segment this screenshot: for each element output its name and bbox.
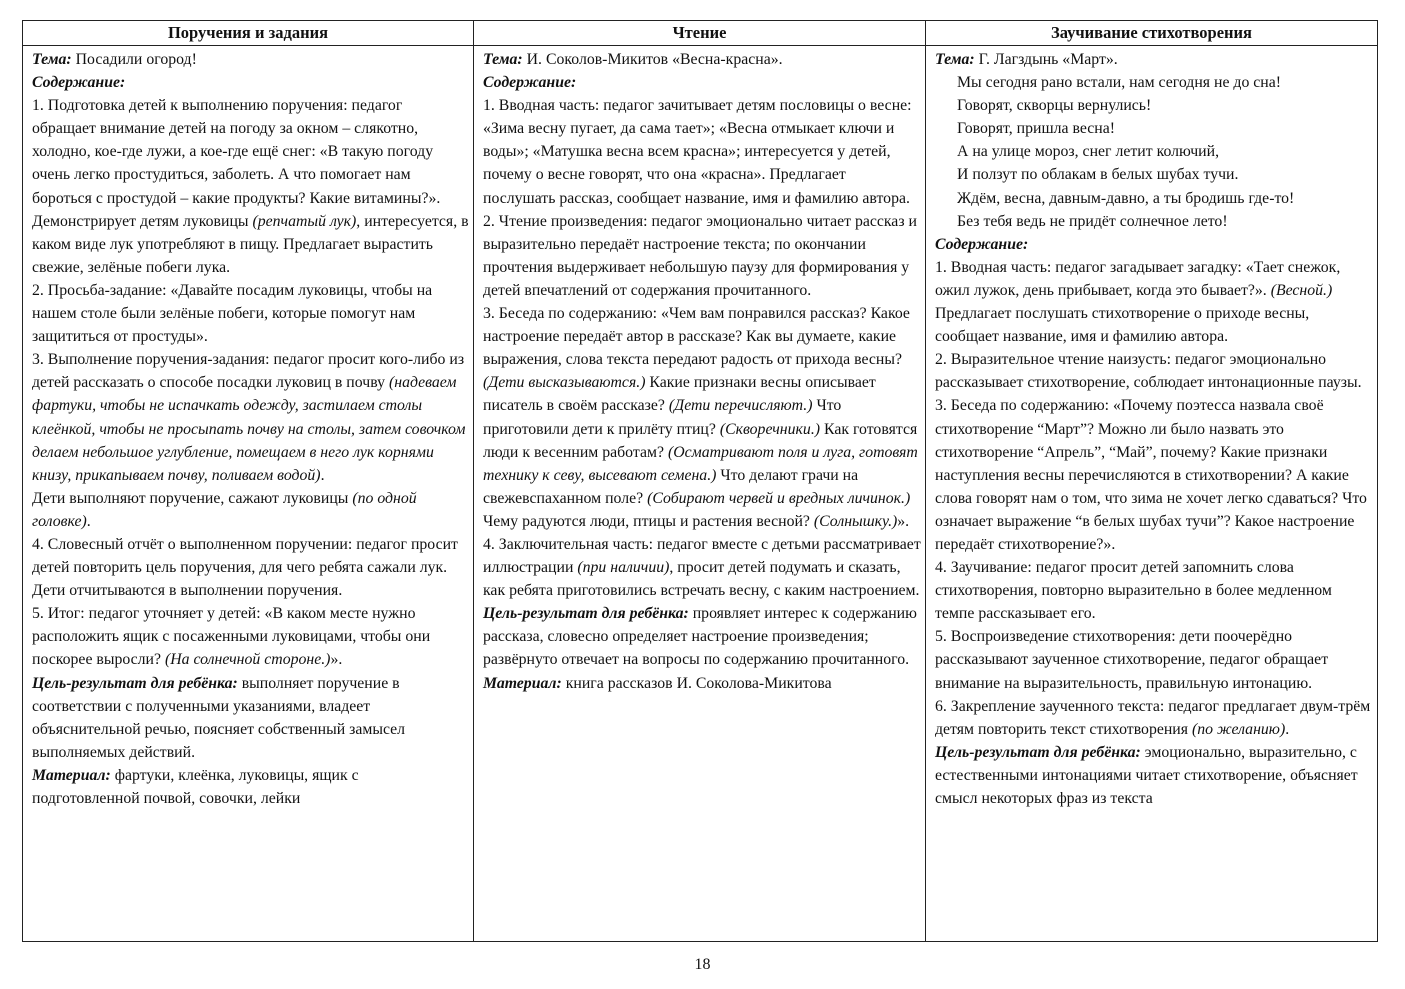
paragraph [32, 348, 469, 487]
paragraph: 3. Беседа по содержанию: «Почему поэтесса назвала своё стихотворение “Март”? Можно ли было назвать это стихотворение “Апрель”, “Май”, почему? Какие признаки наступления весны перечисляются в стихотворении? А какие слова говорят нам о том, что зима не хочет легко сдаваться? Что означает выражение “в белых шубах тучи”? Какое настроение передаёт стихотворение?». [935, 397, 1367, 553]
goal-text: эмоционально, выразительно, с естественными интонациями читает стихотворение, объясняет смысл некоторых фраз из текста [935, 743, 1358, 807]
text: Какие признаки весны описывает писатель в своём рассказе? [483, 374, 876, 415]
italic-text: (Весной.) [1270, 281, 1333, 299]
topic-text: Г. Лагздынь «Март». [974, 51, 1118, 68]
text: Чему радуются люди, птицы и растения весной? [483, 512, 814, 530]
paragraph: 2. Чтение произведения: педагог эмоционально читает рассказ и выразительно передаёт настроение текста; по окончании прочтения выдерживает небольшую паузу для формирования у детей впечатлений от содержания прочитанного. [483, 212, 917, 299]
table-header [23, 21, 1377, 46]
paragraph [935, 256, 1373, 348]
italic-text: (надеваем фартуки, чтобы не испачкать одежду, застилаем столы клеёнкой, чтобы не просыпать почву на столы, затем совочком делаем небольшое углубление, помещаем в него лук корнями книзу, прикапываем почву, поливаем водой) [32, 374, 466, 484]
text: Что делают грачи на свежевспаханном поле? [483, 466, 859, 507]
italic-text: (Солнышку.) [813, 512, 898, 530]
text: 5. Итог: педагог уточняет у детей: «В каком месте нужно расположить ящик с посаженными луковицами, чтобы они поскорее выросли? [32, 605, 431, 669]
paragraph [32, 602, 469, 671]
topic [32, 48, 469, 71]
poem-line: А на улице мороз, снег летит колючий, [957, 143, 1220, 161]
paragraph: 1. Вводная часть: педагог зачитывает детям пословицы о весне: «Зима весну пугает, да сама тает»; «Весна отмыкает ключи и воды»; «Матушка весна всем красна»; интересуется у детей, почему о весне говорят, что она «красна». Предлагает послушать рассказ, сообщает название, имя и фамилию автора. [483, 97, 912, 207]
content-label: Содержание: [935, 235, 1029, 253]
text: ». [330, 651, 343, 669]
topic-text: Посадили огород! [71, 51, 197, 68]
materials [483, 672, 921, 695]
italic-text: (Дети высказываются.) [483, 374, 646, 392]
goal-label: Цель-результат для ребёнка: [32, 674, 238, 692]
text: Предлагает послушать стихотворение о приходе весны, сообщает название, имя и фамилию автора. [935, 305, 1310, 346]
text: Дети выполняют поручение, сажают луковицы [32, 489, 353, 507]
text: . [86, 512, 91, 530]
table-body [23, 46, 1377, 941]
poem-line: Мы сегодня рано встали, нам сегодня не до сна! [957, 74, 1282, 92]
materials-text: фартуки, клеёнка, луковицы, ящик с подготовленной почвой, совочки, лейки [32, 766, 359, 807]
paragraph: 5. Воспроизведение стихотворения: дети поочерёдно рассказывают заученное стихотворение, педагог обращает внимание на выразительность, правильную интонацию. [935, 628, 1329, 692]
header-memorizing: Заучивание стихотворения [1051, 23, 1252, 42]
paragraph: 2. Просьба-задание: «Давайте посадим луковицы, чтобы на нашем столе были зелёные побеги, которые помогут нам защититься от простуды». [32, 281, 433, 346]
column-assignments [23, 46, 474, 941]
poem-line: Говорят, скворцы вернулись! [957, 97, 1152, 115]
text: . [1285, 720, 1290, 738]
goal-text: выполняет поручение в соответствии с полученными указаниями, владеет объяснительной речью, поясняет собственный замысел выполняемых действий. [32, 674, 406, 761]
column-reading [474, 46, 926, 941]
page-number: 18 [694, 956, 711, 973]
text: 4. Заключительная часть: педагог вместе с детьми рассматривает иллюстрации [483, 535, 921, 577]
text: Что приготовили дети к прилёту птиц? [483, 397, 842, 438]
text: 1. Подготовка детей к выполнению поручения: педагог обращает внимание детей на погоду за окном – слякотно, холодно, кое-где лужи, а кое-где ещё снег: «В такую погоду очень легко простудиться, заболеть. А что помогает нам бороться с простудой – какие продукты? Какие витамины?». Демонстрирует детям луковицы [32, 97, 441, 230]
content-label: Содержание: [483, 74, 577, 92]
text: . [320, 466, 325, 484]
paragraph: 4. Заучивание: педагог просит детей запомнить слова стихотворения, повторно выразительно в более медленном темпе рассказывает его. [935, 559, 1332, 623]
italic-text: (по желанию) [1191, 720, 1286, 738]
materials-label: Материал: [483, 674, 562, 692]
paragraph: 2. Выразительное чтение наизусть: педагог эмоционально рассказывает стихотворение, соблюдает интонационные паузы. [935, 351, 1362, 392]
paragraph [483, 302, 921, 533]
text: 3. Беседа по содержанию: «Чем вам понравился рассказ? Какое настроение передаёт автор в рассказе? Как вы думаете, какие выражения, слова текста передают радость от прихода весны? [483, 305, 910, 369]
paragraph [32, 94, 469, 279]
italic-text: (Собирают червей и вредных личинок.) [647, 489, 911, 507]
goal [32, 672, 469, 764]
poem-line: Говорят, пришла весна! [957, 120, 1115, 138]
header-assignments: Поручения и задания [23, 21, 474, 45]
materials [32, 764, 469, 810]
column-memorizing [926, 46, 1377, 941]
goal [483, 602, 921, 671]
italic-text: (Дети перечисляют.) [668, 397, 813, 415]
poem-line: Ждём, весна, давным-давно, а ты бродишь где-то! [957, 189, 1295, 207]
text: , просит детей подумать и сказать, как ребята приготовились встречать весну, с каким настроением. [483, 559, 920, 600]
italic-text: (при наличии) [577, 559, 670, 577]
italic-text: (На солнечной стороне.) [164, 651, 331, 669]
content-label: Содержание: [32, 74, 126, 92]
paragraph [935, 695, 1373, 741]
goal-label: Цель-результат для ребёнка: [483, 605, 689, 623]
topic-label: Тема: [483, 51, 523, 68]
paragraph: 4. Словесный отчёт о выполненном поручении: педагог просит детей повторить цель поручения, для чего ребята сажали лук. Дети отчитываются в выполнении поручения. [32, 535, 458, 600]
italic-text: (по одной головке) [32, 489, 417, 530]
lesson-table [22, 20, 1378, 942]
paragraph [32, 487, 469, 533]
topic-label: Тема: [32, 51, 72, 68]
topic [483, 48, 921, 71]
text: ». [897, 512, 910, 530]
text: 3. Выполнение поручения-задания: педагог просит кого-либо из детей рассказать о способе посадки луковиц в почву [32, 351, 465, 392]
topic [935, 48, 1373, 71]
paragraph [483, 533, 921, 602]
poem-line: Без тебя ведь не придёт солнечное лето! [957, 212, 1228, 230]
poem [935, 71, 1373, 233]
topic-text: И. Соколов-Микитов «Весна-красна». [522, 51, 783, 68]
text: 1. Вводная часть: педагог загадывает загадку: «Тает снежок, ожил лужок, день прибывает, когда это бывает?». [935, 258, 1341, 299]
topic-label: Тема: [935, 51, 975, 68]
text: , интересуется, в каком виде лук употребляют в пищу. Предлагает вырастить свежие, зелёные побеги лука. [32, 212, 469, 276]
goal-label: Цель-результат для ребёнка: [935, 743, 1141, 761]
italic-text: (Осматривают поля и луга, готовят технику к севу, высевают семена.) [483, 443, 918, 484]
italic-text: (Скворечники.) [719, 420, 821, 438]
text: Как готовятся люди к весенним работам? [483, 420, 918, 461]
goal [935, 741, 1373, 810]
italic-text: (репчатый лук) [252, 212, 357, 230]
materials-label: Материал: [32, 766, 111, 784]
header-reading: Чтение [474, 21, 926, 45]
materials-text: книга рассказов И. Соколова-Микитова [561, 674, 832, 692]
text: 6. Закрепление заученного текста: педагог предлагает двум-трём детям повторить текст стихотворения [935, 697, 1371, 738]
poem-line: И ползут по облакам в белых шубах тучи. [957, 166, 1239, 184]
goal-text: проявляет интерес к содержанию рассказа, словесно определяет настроение произведения; развёрнуто отвечает на вопросы по содержанию прочитанного. [483, 605, 917, 669]
